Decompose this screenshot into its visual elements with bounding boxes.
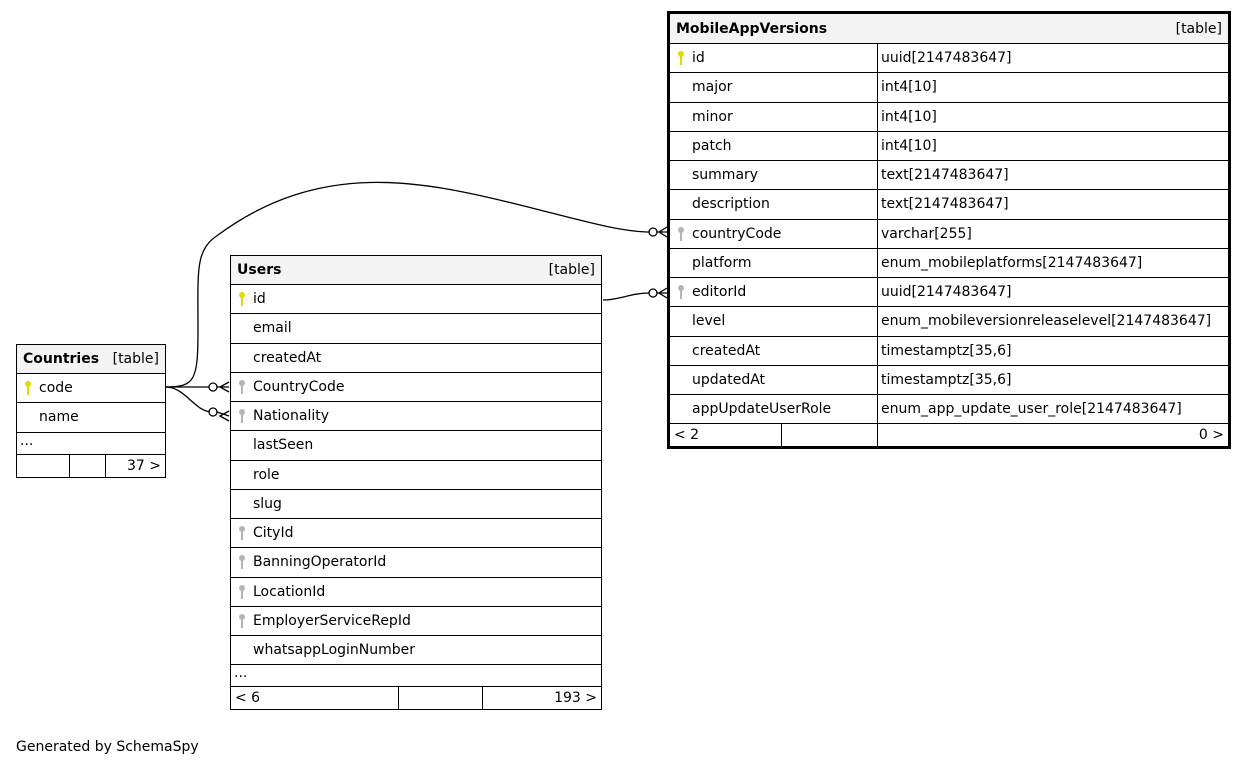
foreign-key-icon — [237, 408, 247, 424]
users-column-row[interactable] — [231, 431, 601, 460]
users-footer-mid — [398, 687, 482, 709]
column-name: level — [692, 313, 726, 330]
mobileappversions-table-title: MobileAppVersions — [676, 20, 828, 37]
column-name: slug — [253, 495, 282, 512]
countries-footer-mid — [69, 455, 105, 477]
mobile-column-row[interactable] — [670, 73, 1228, 102]
mobileappversions-columns — [670, 44, 1228, 424]
countries-parents-count[interactable] — [17, 455, 69, 477]
column-name-cell — [231, 636, 601, 664]
mobile-column-row[interactable] — [670, 249, 1228, 278]
column-name-cell — [670, 249, 877, 277]
countries-children-count[interactable]: 37 > — [105, 455, 165, 477]
column-type: text[2147483647] — [877, 190, 1228, 218]
column-name: description — [692, 196, 770, 213]
column-name-cell — [231, 548, 601, 576]
crowfoot-mobile-editorid — [649, 288, 667, 298]
foreign-key-icon — [676, 284, 686, 300]
users-columns — [231, 285, 601, 665]
mobile-column-row[interactable] — [670, 132, 1228, 161]
column-name-cell — [670, 161, 877, 189]
foreign-key-icon — [676, 226, 686, 242]
column-name-cell — [231, 285, 601, 313]
column-name-cell — [231, 402, 601, 430]
key-slot — [231, 408, 253, 424]
countries-table-header — [17, 345, 165, 374]
column-name-cell — [231, 373, 601, 401]
generated-by-label: Generated by SchemaSpy — [16, 739, 199, 755]
foreign-key-icon — [237, 525, 247, 541]
column-name-cell — [17, 403, 165, 431]
column-name-cell — [670, 337, 877, 365]
foreign-key-icon — [237, 379, 247, 395]
column-name-cell — [231, 344, 601, 372]
users-column-row[interactable] — [231, 636, 601, 665]
column-name: appUpdateUserRole — [692, 401, 832, 418]
column-name-cell — [231, 607, 601, 635]
key-slot — [670, 284, 692, 300]
column-name: createdAt — [253, 349, 322, 366]
column-name: id — [692, 50, 705, 67]
users-column-row[interactable] — [231, 490, 601, 519]
column-name-cell — [670, 278, 877, 306]
key-slot — [231, 525, 253, 541]
column-name-cell — [231, 314, 601, 342]
mobile-column-row[interactable] — [670, 337, 1228, 366]
column-name-cell — [231, 519, 601, 547]
foreign-key-icon — [237, 554, 247, 570]
column-name: createdAt — [692, 342, 761, 359]
mobileappversions-table[interactable] — [667, 11, 1231, 449]
column-name-cell — [231, 578, 601, 606]
column-name: major — [692, 79, 733, 96]
column-name-cell — [231, 490, 601, 518]
column-type: uuid[2147483647] — [877, 44, 1228, 72]
crowfoot-users-countrycode — [209, 382, 229, 392]
key-slot — [670, 50, 692, 66]
crowfoot-users-nationality — [209, 408, 229, 421]
column-name-cell — [231, 431, 601, 459]
users-children-count[interactable]: 193 > — [482, 687, 601, 709]
column-name: summary — [692, 167, 759, 184]
relation-users-mobileappversions — [603, 293, 650, 300]
column-name: lastSeen — [253, 437, 314, 454]
column-type: timestamptz[35,6] — [877, 366, 1228, 394]
countries-more-columns: ... — [17, 433, 165, 455]
column-type: enum_mobileversionreleaselevel[2147483647] — [877, 307, 1228, 335]
users-table[interactable] — [230, 255, 602, 710]
users-column-row[interactable] — [231, 344, 601, 373]
key-slot — [231, 554, 253, 570]
column-name-cell — [670, 44, 877, 72]
key-slot — [670, 226, 692, 242]
users-column-row[interactable] — [231, 373, 601, 402]
column-name-cell — [670, 220, 877, 248]
foreign-key-icon — [237, 613, 247, 629]
column-name: patch — [692, 137, 732, 154]
countries-table-footer — [17, 455, 165, 477]
column-name-cell — [670, 366, 877, 394]
column-name: email — [253, 320, 292, 337]
users-table-type: [table] — [548, 262, 595, 278]
column-type: enum_app_update_user_role[2147483647] — [877, 395, 1228, 423]
mobileappversions-table-footer — [670, 424, 1228, 446]
users-more-columns: ... — [231, 665, 601, 687]
column-name-cell — [670, 190, 877, 218]
column-name-cell — [670, 132, 877, 160]
mobile-column-row[interactable] — [670, 395, 1228, 424]
mobile-column-row[interactable] — [670, 220, 1228, 249]
column-type: int4[10] — [877, 73, 1228, 101]
users-column-row[interactable] — [231, 314, 601, 343]
key-slot — [231, 613, 253, 629]
column-name: platform — [692, 254, 752, 271]
column-name: id — [253, 291, 266, 308]
column-type: uuid[2147483647] — [877, 278, 1228, 306]
key-slot — [231, 379, 253, 395]
key-slot — [17, 380, 39, 396]
column-name: LocationId — [253, 583, 326, 600]
users-parents-count[interactable]: < 6 — [235, 690, 261, 707]
mobile-column-row[interactable] — [670, 161, 1228, 190]
column-name: BanningOperatorId — [253, 554, 387, 571]
mobileappversions-table-header — [670, 14, 1228, 44]
column-type: timestamptz[35,6] — [877, 337, 1228, 365]
column-name-cell — [231, 461, 601, 489]
mobile-column-row[interactable] — [670, 190, 1228, 219]
primary-key-icon — [23, 380, 33, 396]
users-table-footer — [231, 687, 601, 709]
relation-countries-users-nationality — [166, 387, 212, 412]
column-name: CityId — [253, 525, 294, 542]
users-column-row[interactable] — [231, 461, 601, 490]
mobile-column-row[interactable] — [670, 44, 1228, 73]
countries-column-row[interactable] — [17, 403, 165, 432]
column-type: enum_mobileplatforms[2147483647] — [877, 249, 1228, 277]
column-name: EmployerServiceRepId — [253, 612, 411, 629]
mobileappversions-parents-count[interactable]: < 2 — [674, 427, 700, 444]
column-name-cell — [670, 395, 877, 423]
mobile-column-row[interactable] — [670, 278, 1228, 307]
mobileappversions-footer-mid — [781, 424, 877, 446]
countries-table[interactable] — [16, 344, 166, 478]
column-name-cell — [670, 73, 877, 101]
column-name: updatedAt — [692, 371, 766, 388]
column-name: whatsappLoginNumber — [253, 642, 416, 659]
column-name: code — [39, 380, 73, 397]
mobile-column-row[interactable] — [670, 307, 1228, 336]
column-type: varchar[255] — [877, 220, 1228, 248]
users-column-row[interactable] — [231, 578, 601, 607]
users-table-title: Users — [237, 262, 282, 278]
countries-table-type: [table] — [112, 351, 159, 367]
users-column-row[interactable] — [231, 548, 601, 577]
column-type: int4[10] — [877, 103, 1228, 131]
column-name: name — [39, 409, 79, 426]
column-name: Nationality — [253, 408, 330, 425]
column-name: minor — [692, 108, 733, 125]
column-name: editorId — [692, 284, 747, 301]
users-column-row[interactable] — [231, 402, 601, 431]
crowfoot-mobile-countrycode — [649, 227, 667, 237]
mobileappversions-children-count[interactable]: 0 > — [877, 424, 1228, 446]
column-name-cell — [670, 103, 877, 131]
key-slot — [231, 584, 253, 600]
users-column-row[interactable] — [231, 285, 601, 314]
column-name-cell — [670, 307, 877, 335]
users-column-row[interactable] — [231, 519, 601, 548]
primary-key-icon — [676, 50, 686, 66]
mobile-column-row[interactable] — [670, 366, 1228, 395]
countries-columns — [17, 374, 165, 433]
column-name-cell — [17, 374, 165, 402]
column-name: countryCode — [692, 225, 782, 242]
column-name: role — [253, 466, 280, 483]
column-type: int4[10] — [877, 132, 1228, 160]
column-name: CountryCode — [253, 378, 345, 395]
mobileappversions-table-type: [table] — [1175, 20, 1222, 37]
users-column-row[interactable] — [231, 607, 601, 636]
key-slot — [231, 291, 253, 307]
foreign-key-icon — [237, 584, 247, 600]
primary-key-icon — [237, 291, 247, 307]
countries-column-row[interactable] — [17, 374, 165, 403]
column-type: text[2147483647] — [877, 161, 1228, 189]
users-table-header — [231, 256, 601, 285]
countries-table-title: Countries — [23, 351, 100, 367]
mobile-column-row[interactable] — [670, 103, 1228, 132]
